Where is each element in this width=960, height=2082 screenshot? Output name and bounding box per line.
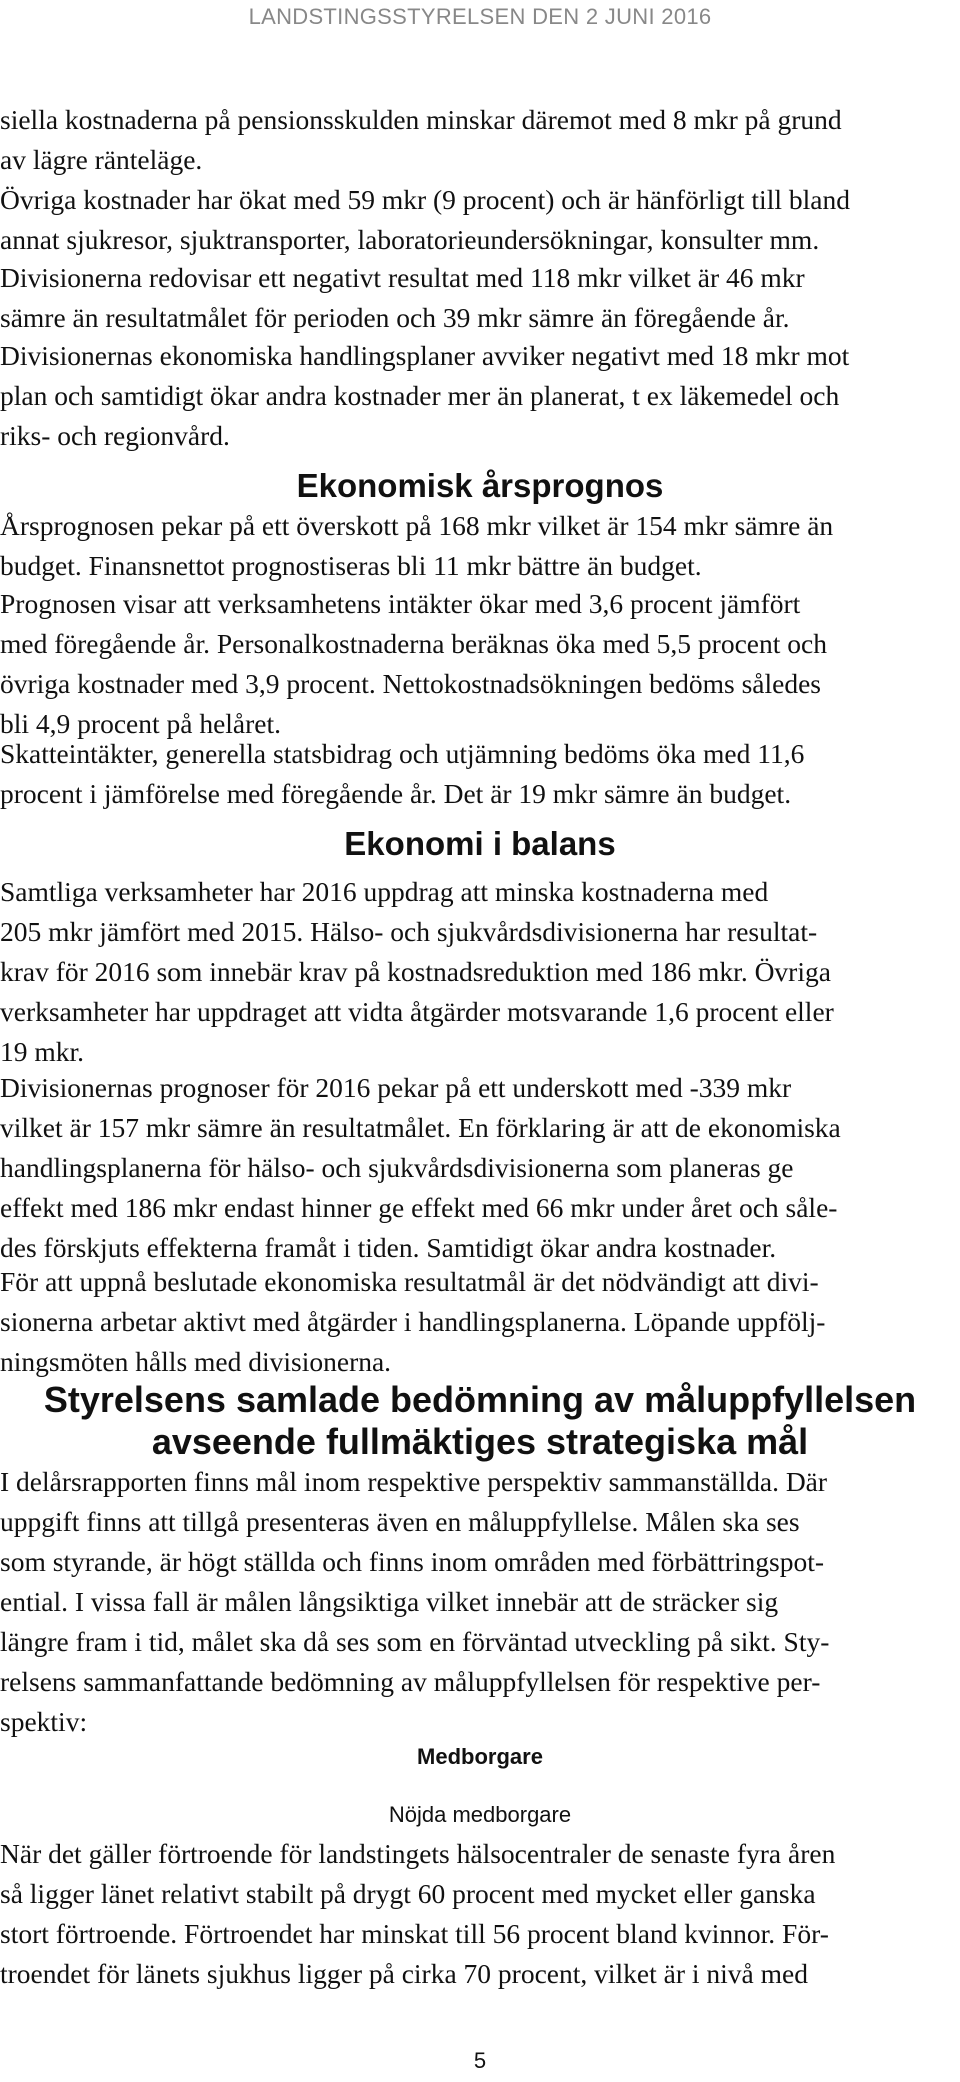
text-line: Prognosen visar att verksamhetens intäkter ökar med 3,6 procent jämfört <box>0 588 801 619</box>
section-heading-balans: Ekonomi i balans <box>344 825 616 862</box>
text-line: ential. I vissa fall är målen långsiktiga vilket innebär att de sträcker sig <box>0 1586 779 1617</box>
balans-paragraph-1 <box>0 872 960 1072</box>
intro-paragraph-1 <box>0 100 960 180</box>
text-line: Årsprognosen pekar på ett överskott på 168 mkr vilket är 154 mkr sämre än <box>0 510 834 541</box>
text-line: När det gäller förtroende för landstingets hälsocentraler de senaste fyra åren <box>0 1838 836 1869</box>
subheading-nojda-medborgare: Nöjda medborgare <box>388 1802 572 1827</box>
page-number: 5 <box>473 2048 487 2073</box>
section-heading-medborgare: Medborgare <box>417 1744 543 1769</box>
text-line: I delårsrapporten finns mål inom respektive perspektiv sammanställda. Där <box>0 1466 828 1497</box>
text-line: övriga kostnader med 3,9 procent. Nettokostnadsökningen bedöms således <box>0 668 821 699</box>
text-line: För att uppnå beslutade ekonomiska resultatmål är det nödvändigt att divi- <box>0 1266 819 1297</box>
text-line: 205 mkr jämfört med 2015. Hälso- och sjukvårdsdivisionerna har resultat- <box>0 916 818 947</box>
text-line: procent i jämförelse med föregående år. Det är 19 mkr sämre än budget. <box>0 778 792 809</box>
text-line: Divisionernas prognoser för 2016 pekar på ett underskott med -339 mkr <box>0 1072 792 1103</box>
text-line: krav för 2016 som innebär krav på kostnadsreduktion med 186 mkr. Övriga <box>0 956 831 987</box>
arsprognos-paragraph-3 <box>0 734 960 814</box>
text-line: budget. Finansnettot prognostiseras bli 11 mkr bättre än budget. <box>0 550 702 581</box>
balans-paragraph-2 <box>0 1068 960 1268</box>
text-line: troendet för länets sjukhus ligger på cirka 70 procent, vilket är i nivå med <box>0 1958 808 1989</box>
text-line: sämre än resultatmålet för perioden och 39 mkr sämre än föregående år. <box>0 302 790 333</box>
text-line: som styrande, är högt ställda och finns inom områden med förbättringspot- <box>0 1546 825 1577</box>
text-line: Divisionernas ekonomiska handlingsplaner avviker negativt med 18 mkr mot <box>0 340 850 371</box>
text-line: Övriga kostnader har ökat med 59 mkr (9 procent) och är hänförligt till bland <box>0 184 850 215</box>
text-line: längre fram i tid, målet ska då ses som en förväntad utveckling på sikt. Sty- <box>0 1626 830 1657</box>
text-line: verksamheter har uppdraget att vidta åtgärder motsvarande 1,6 procent eller <box>0 996 834 1027</box>
text-line: spektiv: <box>0 1706 88 1737</box>
arsprognos-paragraph-1 <box>0 506 960 586</box>
section-heading-bedomning-line2: avseende fullmäktiges strategiska mål <box>151 1421 809 1462</box>
text-line: annat sjukresor, sjuktransporter, laboratorieundersökningar, konsulter mm. <box>0 224 820 255</box>
arsprognos-paragraph-2 <box>0 584 960 744</box>
text-line: effekt med 186 mkr endast hinner ge effekt med 66 mkr under året och såle- <box>0 1192 838 1223</box>
text-line: Samtliga verksamheter har 2016 uppdrag att minska kostnaderna med <box>0 876 769 907</box>
text-line: siella kostnaderna på pensionsskulden minskar däremot med 8 mkr på grund <box>0 104 842 135</box>
text-line: uppgift finns att tillgå presenteras även en måluppfyllelse. Målen ska ses <box>0 1506 800 1537</box>
text-line: av lägre ränteläge. <box>0 144 203 175</box>
text-line: Divisionerna redovisar ett negativt resultat med 118 mkr vilket är 46 mkr <box>0 262 805 293</box>
section-heading-bedomning-line1: Styrelsens samlade bedömning av måluppfyllelsen <box>43 1379 917 1420</box>
intro-paragraph-4 <box>0 336 960 456</box>
text-line: 19 mkr. <box>0 1036 85 1067</box>
intro-paragraph-2 <box>0 180 960 260</box>
page-header: LANDSTINGSSTYRELSEN DEN 2 JUNI 2016 <box>248 4 712 29</box>
intro-paragraph-3 <box>0 258 960 338</box>
text-line: des förskjuts effekterna framåt i tiden. Samtidigt ökar andra kostnader. <box>0 1232 777 1263</box>
text-line: så ligger länet relativt stabilt på drygt 60 procent med mycket eller ganska <box>0 1878 816 1909</box>
medborgare-paragraph-1 <box>0 1834 960 1994</box>
section-heading-arsprognos: Ekonomisk årsprognos <box>296 467 664 504</box>
bedomning-paragraph-1 <box>0 1462 960 1742</box>
balans-paragraph-3 <box>0 1262 960 1382</box>
text-line: stort förtroende. Förtroendet har minskat till 56 procent bland kvinnor. För- <box>0 1918 829 1949</box>
text-line: plan och samtidigt ökar andra kostnader mer än planerat, t ex läkemedel och <box>0 380 840 411</box>
text-line: vilket är 157 mkr sämre än resultatmålet. En förklaring är att de ekonomiska <box>0 1112 841 1143</box>
text-line: ningsmöten hålls med divisionerna. <box>0 1346 392 1377</box>
text-line: Skatteintäkter, generella statsbidrag och utjämning bedöms öka med 11,6 <box>0 738 805 769</box>
text-line: sionerna arbetar aktivt med åtgärder i handlingsplanerna. Löpande uppfölj- <box>0 1306 826 1337</box>
text-line: riks- och regionvård. <box>0 420 230 451</box>
text-line: med föregående år. Personalkostnaderna beräknas öka med 5,5 procent och <box>0 628 827 659</box>
text-line: relsens sammanfattande bedömning av måluppfyllelsen för respektive per- <box>0 1666 821 1697</box>
text-line: bli 4,9 procent på helåret. <box>0 708 282 739</box>
text-line: handlingsplanerna för hälso- och sjukvårdsdivisionerna som planeras ge <box>0 1152 794 1183</box>
